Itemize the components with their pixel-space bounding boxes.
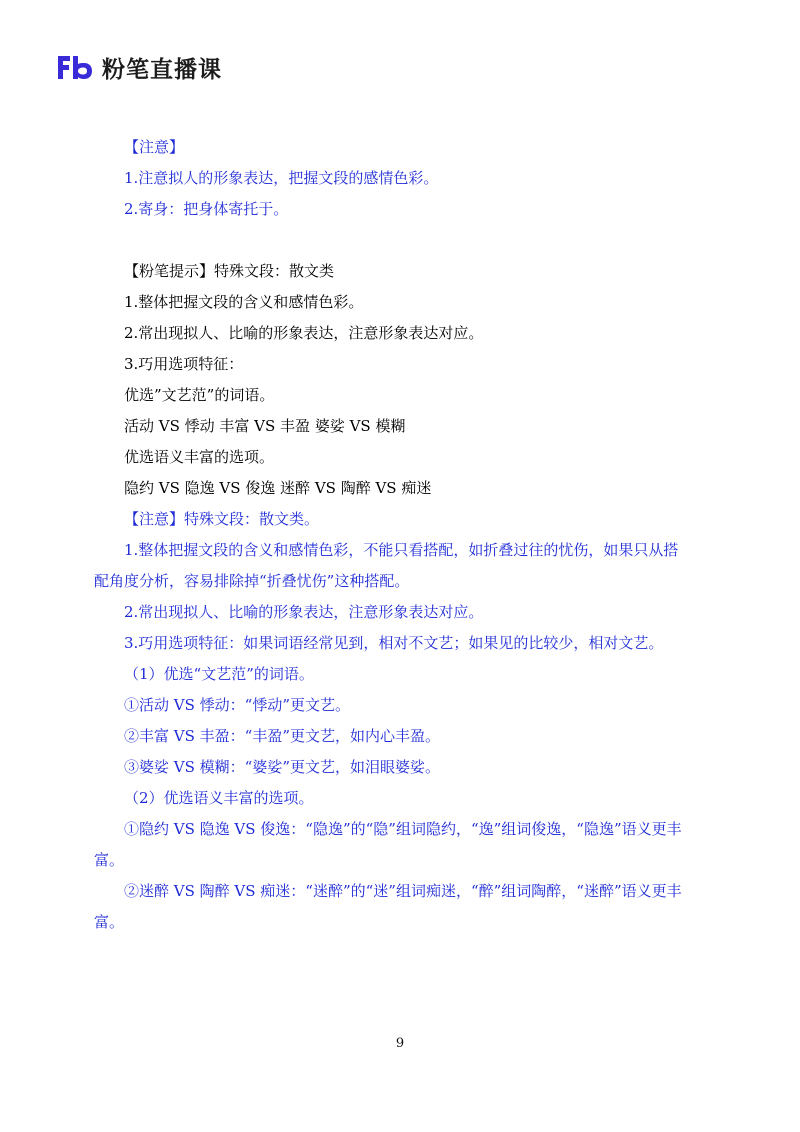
note1-item: 1.注意拟人的形象表达，把握文段的感情色彩。 bbox=[124, 169, 439, 187]
note2-subheading: （2）优选语义丰富的选项。 bbox=[124, 789, 314, 807]
header bbox=[56, 50, 222, 84]
spacer bbox=[124, 225, 684, 256]
note2-subheading: （1）优选“文艺范”的词语。 bbox=[124, 665, 314, 683]
tip-item: 隐约 VS 隐逸 VS 俊逸 迷醉 VS 陶醉 VS 痴迷 bbox=[124, 479, 432, 497]
note1-item: 2.寄身：把身体寄托于。 bbox=[124, 200, 289, 218]
note2-paragraph: 2.常出现拟人、比喻的形象表达，注意形象表达对应。 bbox=[124, 603, 484, 621]
note2-paragraph: 3.巧用选项特征：如果词语经常见到，相对不文艺；如果见的比较少，相对文艺。 bbox=[124, 634, 664, 652]
tip-item: 优选语义丰富的选项。 bbox=[124, 448, 275, 466]
note2-sub-item: ①隐约 VS 隐逸 VS 俊逸：“隐逸”的“隐”组词隐约，“逸”组词俊逸，“隐逸”语义更丰富。 bbox=[94, 820, 682, 869]
note2-sub-item: ③婆娑 VS 模糊：“婆娑”更文艺，如泪眼婆娑。 bbox=[124, 758, 440, 776]
tip-item: 优选”文艺范”的词语。 bbox=[124, 386, 275, 404]
note2-title: 【注意】特殊文段：散文类。 bbox=[124, 510, 320, 528]
note1-title: 【注意】 bbox=[124, 138, 185, 156]
tip-item: 活动 VS 悸动 丰富 VS 丰盈 婆娑 VS 模糊 bbox=[124, 417, 406, 435]
note2-sub-item: ②丰富 VS 丰盈：“丰盈”更文艺，如内心丰盈。 bbox=[124, 727, 440, 745]
note2-sub-item: ②迷醉 VS 陶醉 VS 痴迷：“迷醉”的“迷”组词痴迷，“醉”组词陶醉，“迷醉”语义更丰富。 bbox=[94, 882, 682, 931]
tip-title: 【粉笔提示】特殊文段：散文类 bbox=[124, 262, 335, 280]
brand-name: 粉笔直播课 bbox=[102, 56, 222, 83]
note2-sub-item: ①活动 VS 悸动：“悸动”更文艺。 bbox=[124, 696, 350, 714]
tip-item: 3.巧用选项特征： bbox=[124, 355, 244, 373]
tip-item: 2.常出现拟人、比喻的形象表达，注意形象表达对应。 bbox=[124, 324, 484, 342]
note2-paragraph: 1.整体把握文段的含义和感情色彩，不能只看搭配，如折叠过往的忧伤，如果只从搭配角度分析，容易排除掉“折叠忧伤”这种搭配。 bbox=[94, 541, 679, 590]
page-content bbox=[94, 132, 684, 938]
page-number: 9 bbox=[395, 1036, 405, 1051]
tip-item: 1.整体把握文段的含义和感情色彩。 bbox=[124, 293, 364, 311]
fb-logo-icon bbox=[56, 52, 94, 82]
